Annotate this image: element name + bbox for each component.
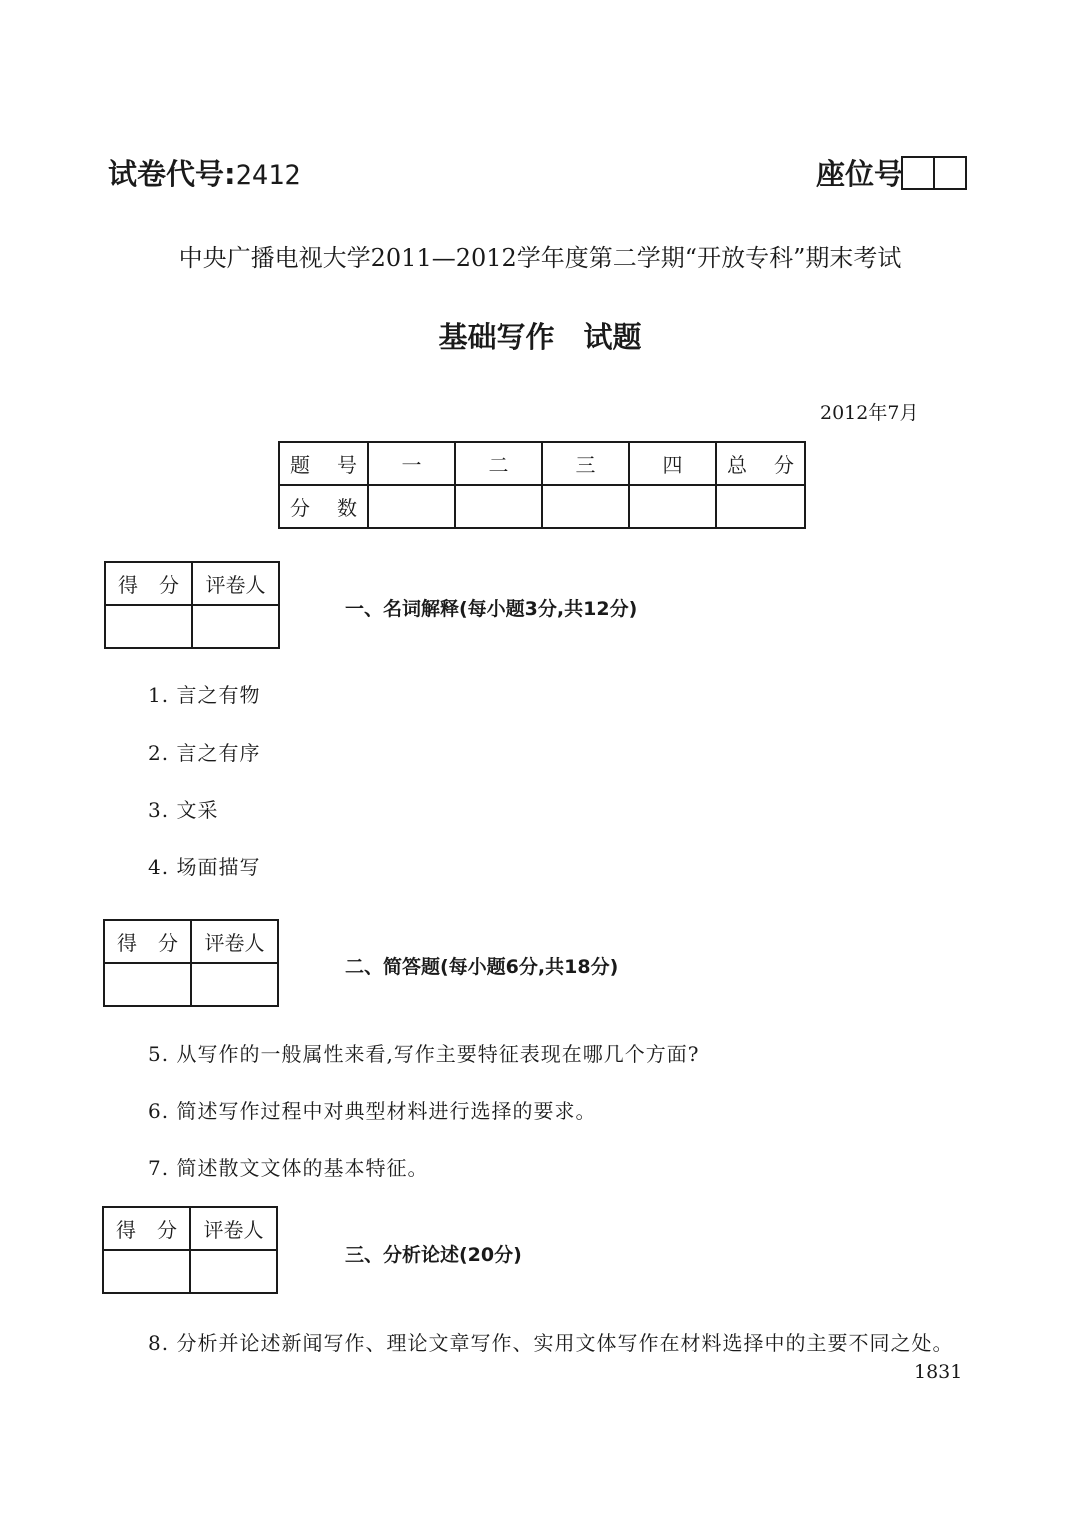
- score-cell: [716, 485, 805, 528]
- exam-title: 基础写作 试题: [438, 320, 642, 354]
- question: 3. 文采: [148, 798, 219, 822]
- question: 7. 简述散文文体的基本特征。: [148, 1156, 429, 1180]
- score-table-row-label: 题 号: [279, 442, 368, 485]
- score-cell: [629, 485, 716, 528]
- score-table-column: 一: [368, 442, 455, 485]
- grader-score-label: 得 分: [103, 1207, 190, 1250]
- grader-score-cell: [104, 963, 191, 1006]
- exam-header: 中央广播电视大学2011—2012学年度第二学期“开放专科”期末考试: [178, 244, 902, 272]
- score-table-header-row: [279, 442, 805, 485]
- score-table-column: 二: [455, 442, 542, 485]
- grader-reviewer-cell: [191, 963, 278, 1006]
- question: 4. 场面描写: [148, 855, 261, 879]
- score-cell: [455, 485, 542, 528]
- question: 5. 从写作的一般属性来看,写作主要特征表现在哪几个方面?: [148, 1042, 700, 1066]
- page-number: 1831: [914, 1361, 963, 1383]
- score-table-column: 四: [629, 442, 716, 485]
- exam-code-label: 试卷代号:: [108, 157, 236, 191]
- grader-box: [104, 561, 280, 649]
- section-title: 三、分析论述(20分): [345, 1244, 522, 1266]
- seat-number: [816, 152, 967, 193]
- question: 6. 简述写作过程中对典型材料进行选择的要求。: [148, 1099, 597, 1123]
- grader-reviewer-label: 评卷人: [191, 920, 278, 963]
- score-table-column: 三: [542, 442, 629, 485]
- seat-number-label: 座位号: [816, 157, 904, 191]
- question: 2. 言之有序: [148, 741, 261, 765]
- seat-box: [933, 156, 967, 190]
- grader-score-label: 得 分: [105, 562, 192, 605]
- grader-score-cell: [103, 1250, 190, 1293]
- seat-box: [901, 156, 935, 190]
- exam-code-value: 2412: [235, 160, 301, 191]
- grader-box: [102, 1206, 278, 1294]
- grader-score-label: 得 分: [104, 920, 191, 963]
- score-cell: [542, 485, 629, 528]
- exam-date: 2012年7月: [820, 402, 919, 424]
- exam-code: [108, 152, 301, 193]
- grader-reviewer-label: 评卷人: [190, 1207, 277, 1250]
- grader-reviewer-cell: [192, 605, 279, 648]
- grader-reviewer-label: 评卷人: [192, 562, 279, 605]
- grader-score-cell: [105, 605, 192, 648]
- question: 8. 分析并论述新闻写作、理论文章写作、实用文体写作在材料选择中的主要不同之处。: [148, 1331, 954, 1355]
- question: 1. 言之有物: [148, 683, 261, 707]
- score-table-total-label: 总 分: [716, 442, 805, 485]
- score-table: [278, 441, 806, 529]
- section-title: 二、简答题(每小题6分,共18分): [345, 956, 619, 978]
- section-title: 一、名词解释(每小题3分,共12分): [345, 598, 638, 620]
- score-cell: [368, 485, 455, 528]
- grader-reviewer-cell: [190, 1250, 277, 1293]
- score-table-score-row: [279, 485, 805, 528]
- score-table-row-label: 分 数: [279, 485, 368, 528]
- grader-box: [103, 919, 279, 1007]
